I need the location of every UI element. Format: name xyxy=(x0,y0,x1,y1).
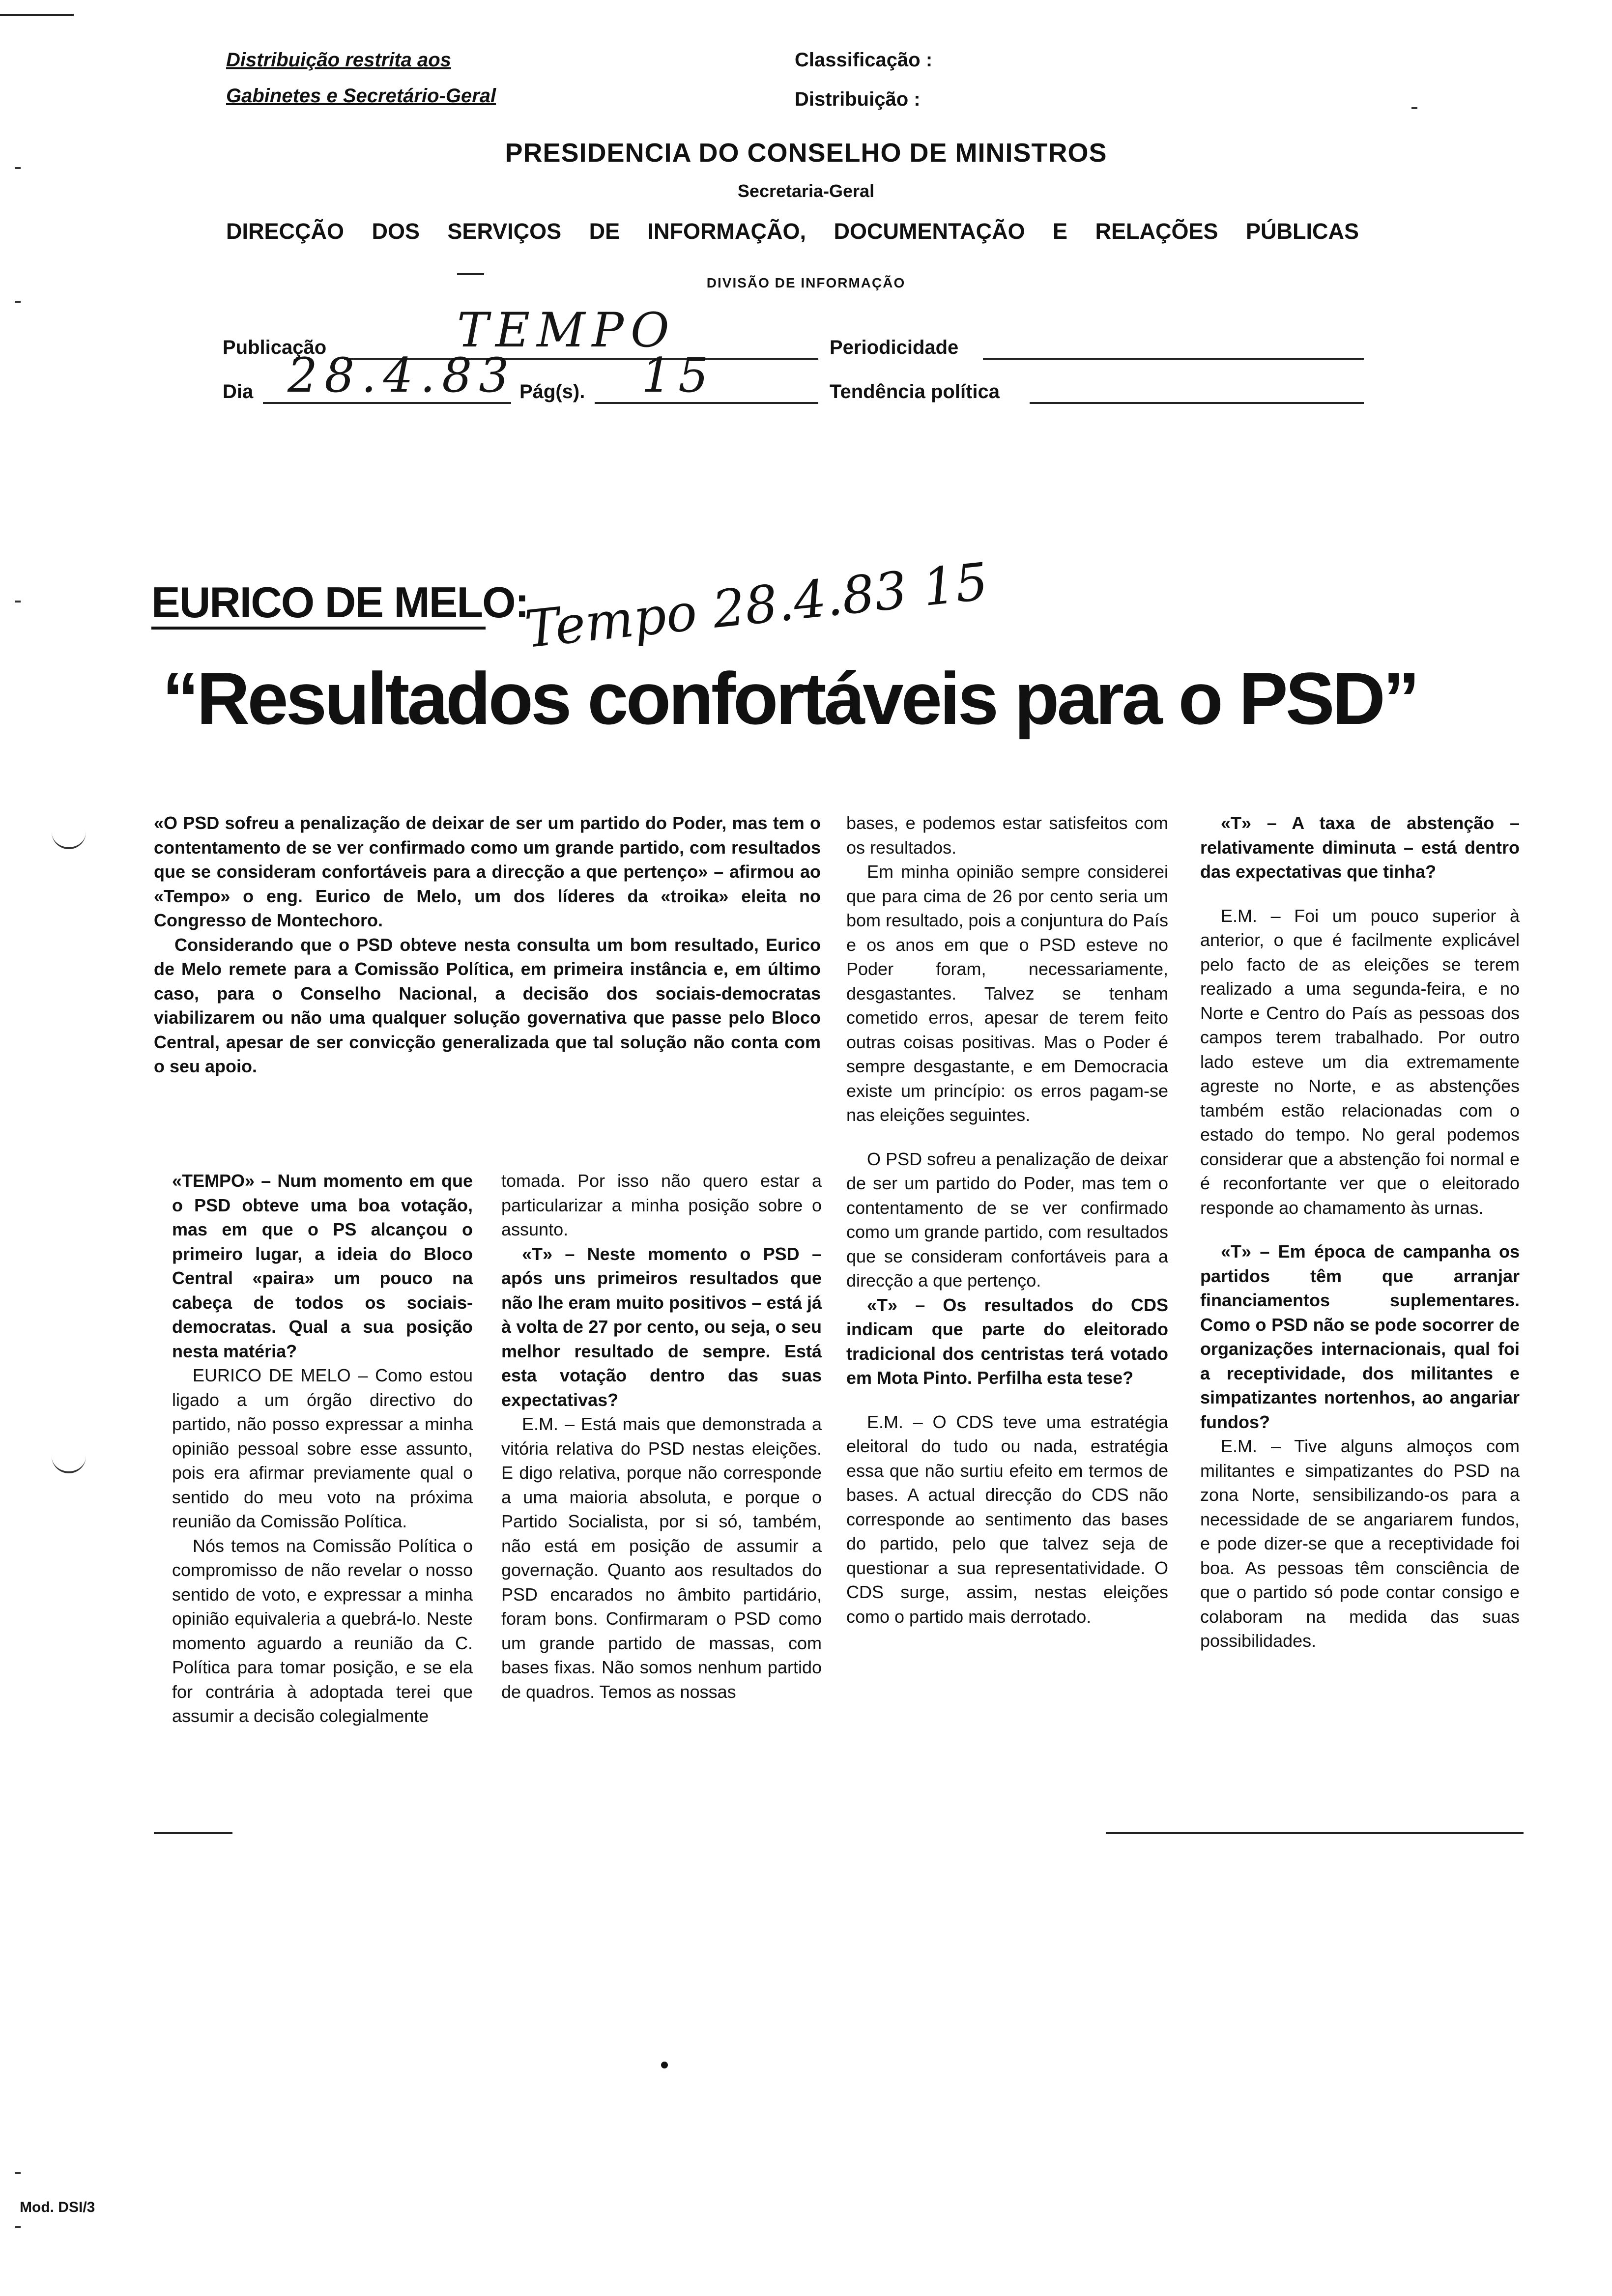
scan-mark xyxy=(15,601,21,603)
article-kicker: EURICO DE MELO: xyxy=(151,578,528,627)
scan-mark xyxy=(1411,107,1417,109)
scan-mark xyxy=(15,167,21,169)
bottom-rule-right xyxy=(1106,1832,1524,1834)
question-2: «T» – Neste momento o PSD – após uns primeiros resultados que não lhe eram muito positivos – está já à volta de 27 por cento, ou seja, o seu melhor resultado de sempre. Está esta votação dentro das suas expectativas? xyxy=(501,1243,822,1410)
scan-mark xyxy=(15,301,21,303)
pages-label: Pág(s). xyxy=(519,381,585,402)
secretariat-subtitle: Secretaria-Geral xyxy=(737,181,875,201)
lead-paragraph-1: «O PSD sofreu a penalização de deixar de ser um partido do Poder, mas tem o contentamento de se ver confirmado como um grande partido, com resultados que se consideram confortáveis para a direcção a que pertenço» – afirmou ao «Tempo» o eng. Eurico de Melo, um dos líderes da «troika» eleita no Congresso de Montechoro. xyxy=(154,813,821,930)
form-model-code: Mod. DSI/3 xyxy=(20,2199,95,2215)
distribution-label: Distribuição : xyxy=(795,88,921,110)
distribution-note-line1: Distribuição restrita aos xyxy=(226,49,451,71)
presidency-title: PRESIDENCIA DO CONSELHO DE MINISTROS xyxy=(505,138,1107,168)
handwritten-source-note: Tempo 28.4.83 15 xyxy=(522,551,991,660)
answer-5: E.M. – Tive alguns almoços com militantes e simpatizantes do PSD na zona Norte, sensibilizando-os para a necessidade de se angariarem fundos, e pode dizer-se que a receptividade foi boa. As pessoas têm consciência de que o partido só pode contar consigo e colaboram na medida das suas possibilidades. xyxy=(1200,1436,1520,1651)
question-1: «TEMPO» – Num momento em que o PSD obteve uma boa votação, mas em que o PS alcançou o primeiro lugar, a ideia do Bloco Central «paira» um pouco na cabeça de todos os sociais-democratas. Qual a sua posição nesta matéria? xyxy=(172,1171,473,1361)
column-4 xyxy=(1200,811,1520,1653)
directorate-title: DIRECÇÃO DOS SERVIÇOS DE INFORMAÇÃO, DOCUMENTAÇÃO E RELAÇÕES PÚBLICAS xyxy=(226,219,1359,244)
answer-2-opinion: Em minha opinião sempre considerei que para cima de 26 por cento seria um bom resultado, pois a conjuntura do País e os anos em que o PSD esteve no Poder foram, necessariamente, desgastantes. Talvez se tenham cometido erros, apesar de terem feito outras coisas positivas. Mas o Poder é sempre desgastante, e em Democracia existe um princípio: os erros pagam-se nas eleições seguintes. xyxy=(846,861,1168,1125)
column-1 xyxy=(172,1169,473,1728)
pages-handwritten-value: 15 xyxy=(641,348,716,403)
scan-mark xyxy=(15,2226,21,2228)
answer-1-end: tomada. Por isso não quero estar a particularizar a minha posição sobre o assunto. xyxy=(501,1171,822,1239)
publication-handwritten-value: TEMPO xyxy=(457,303,676,358)
article-headline: “Resultados confortáveis para o PSD” xyxy=(162,657,1418,740)
political-tendency-label: Tendência política xyxy=(830,381,1000,402)
answer-4: E.M. – Foi um pouco superior à anterior, o que é facilmente explicável pelo facto de as eleições se terem realizado a uma segunda-feira, e no Norte e Centro do País as pessoas dos campos terem trabalhado. Por outro lado esteve um dia extremamente agreste no Norte, e as abstenções também estão relacionadas com o estado do tempo. No geral podemos considerar que a abstenção foi normal e é reconfortante ver que o eleitorado responde ao chamamento às urnas. xyxy=(1200,905,1520,1218)
question-3: «T» – Os resultados do CDS indicam que parte do eleitorado tradicional dos centristas terá votado em Mota Pinto. Perfilha esta tese? xyxy=(846,1294,1168,1388)
column-3 xyxy=(846,811,1168,1629)
answer-2-end: bases, e podemos estar satisfeitos com os resultados. xyxy=(846,813,1168,858)
bottom-rule-left xyxy=(154,1832,232,1834)
distribution-note-line2: Gabinetes e Secretário-Geral xyxy=(226,85,496,107)
day-handwritten-value: 28.4.83 xyxy=(288,348,516,403)
article-lead xyxy=(154,811,821,1079)
kicker-underline xyxy=(151,627,486,630)
answer-2-summary: O PSD sofreu a penalização de deixar de ser um partido do Poder, mas tem o contentamento de se ver confirmado como um grande partido, com resultados que se consideram confortáveis para a direcção a que pertenço. xyxy=(846,1148,1168,1291)
scan-dot xyxy=(661,2062,668,2068)
political-tendency-field-line xyxy=(1030,402,1364,404)
question-4: «T» – A taxa de abstenção – relativamente diminuta – está dentro das expectativas que tinha? xyxy=(1200,813,1520,882)
classification-label: Classificação : xyxy=(795,49,933,71)
lead-paragraph-2: Considerando que o PSD obteve nesta consulta um bom resultado, Eurico de Melo remete para a Comissão Política, em primeira instância e, em último caso, para o Conselho Nacional, a decisão dos sociais-democratas viabilizarem ou não uma qualquer solução governativa que passe pelo Bloco Central, apesar de ser convicção generalizada que tal solução não conta com o seu apoio. xyxy=(154,934,821,1076)
scan-tick-mark xyxy=(52,1455,86,1473)
question-5: «T» – Em época de campanha os partidos têm que arranjar financiamentos suplementares. Como o PSD não se pode socorrer de organizações internacionais, qual foi a receptividade, dos militantes e simpatizantes nortenhos, ao angariar fundos? xyxy=(1200,1241,1520,1432)
day-label: Dia xyxy=(223,381,254,402)
answer-1-continued: Nós temos na Comissão Política o compromisso de não revelar o nosso sentido de voto, e expressar a minha opinião equivaleria a quebrá-lo. Neste momento aguardo a reunião da C. Política para tomar posição, e se ela for contrária à adoptada terei que assumir a decisão colegialmente xyxy=(172,1535,473,1726)
publication-label: Publicação xyxy=(223,337,327,358)
scan-mark xyxy=(15,2172,21,2174)
periodicity-label: Periodicidade xyxy=(830,337,959,358)
answer-2: E.M. – Está mais que demonstrada a vitória relativa do PSD nestas eleições. E digo relativa, porque não corresponde a uma maioria absoluta, e porque o Partido Socialista, por si só, também, não está em posição de assumir a governação. Quanto aos resultados do PSD encarados no âmbito partidário, foram bons. Confirmaram o PSD como um grande partido de massas, com bases fixas. Não somos nenhum partido de quadros. Temos as nossas xyxy=(501,1414,822,1702)
top-edge-line xyxy=(0,14,74,16)
answer-3: E.M. – O CDS teve uma estratégia eleitoral do tudo ou nada, estratégia essa que não surtiu efeito em termos de bases. A actual direcção do CDS não corresponde ao sentimento das bases do partido, pelo que talvez seja de questionar a sua representatividade. O CDS surge, assim, nestas eleições como o partido mais derrotado. xyxy=(846,1411,1168,1627)
division-title: DIVISÃO DE INFORMAÇÃO xyxy=(706,275,906,290)
column-2 xyxy=(501,1169,822,1704)
periodicity-field-line xyxy=(983,358,1364,360)
answer-1: EURICO DE MELO – Como estou ligado a um órgão directivo do partido, não posso expressar a minha opinião pessoal sobre esse assunto, pois era afirmar previamente qual o sentido do meu voto na próxima reunião da Comissão Política. xyxy=(172,1365,473,1531)
scan-tick-mark xyxy=(52,831,86,849)
